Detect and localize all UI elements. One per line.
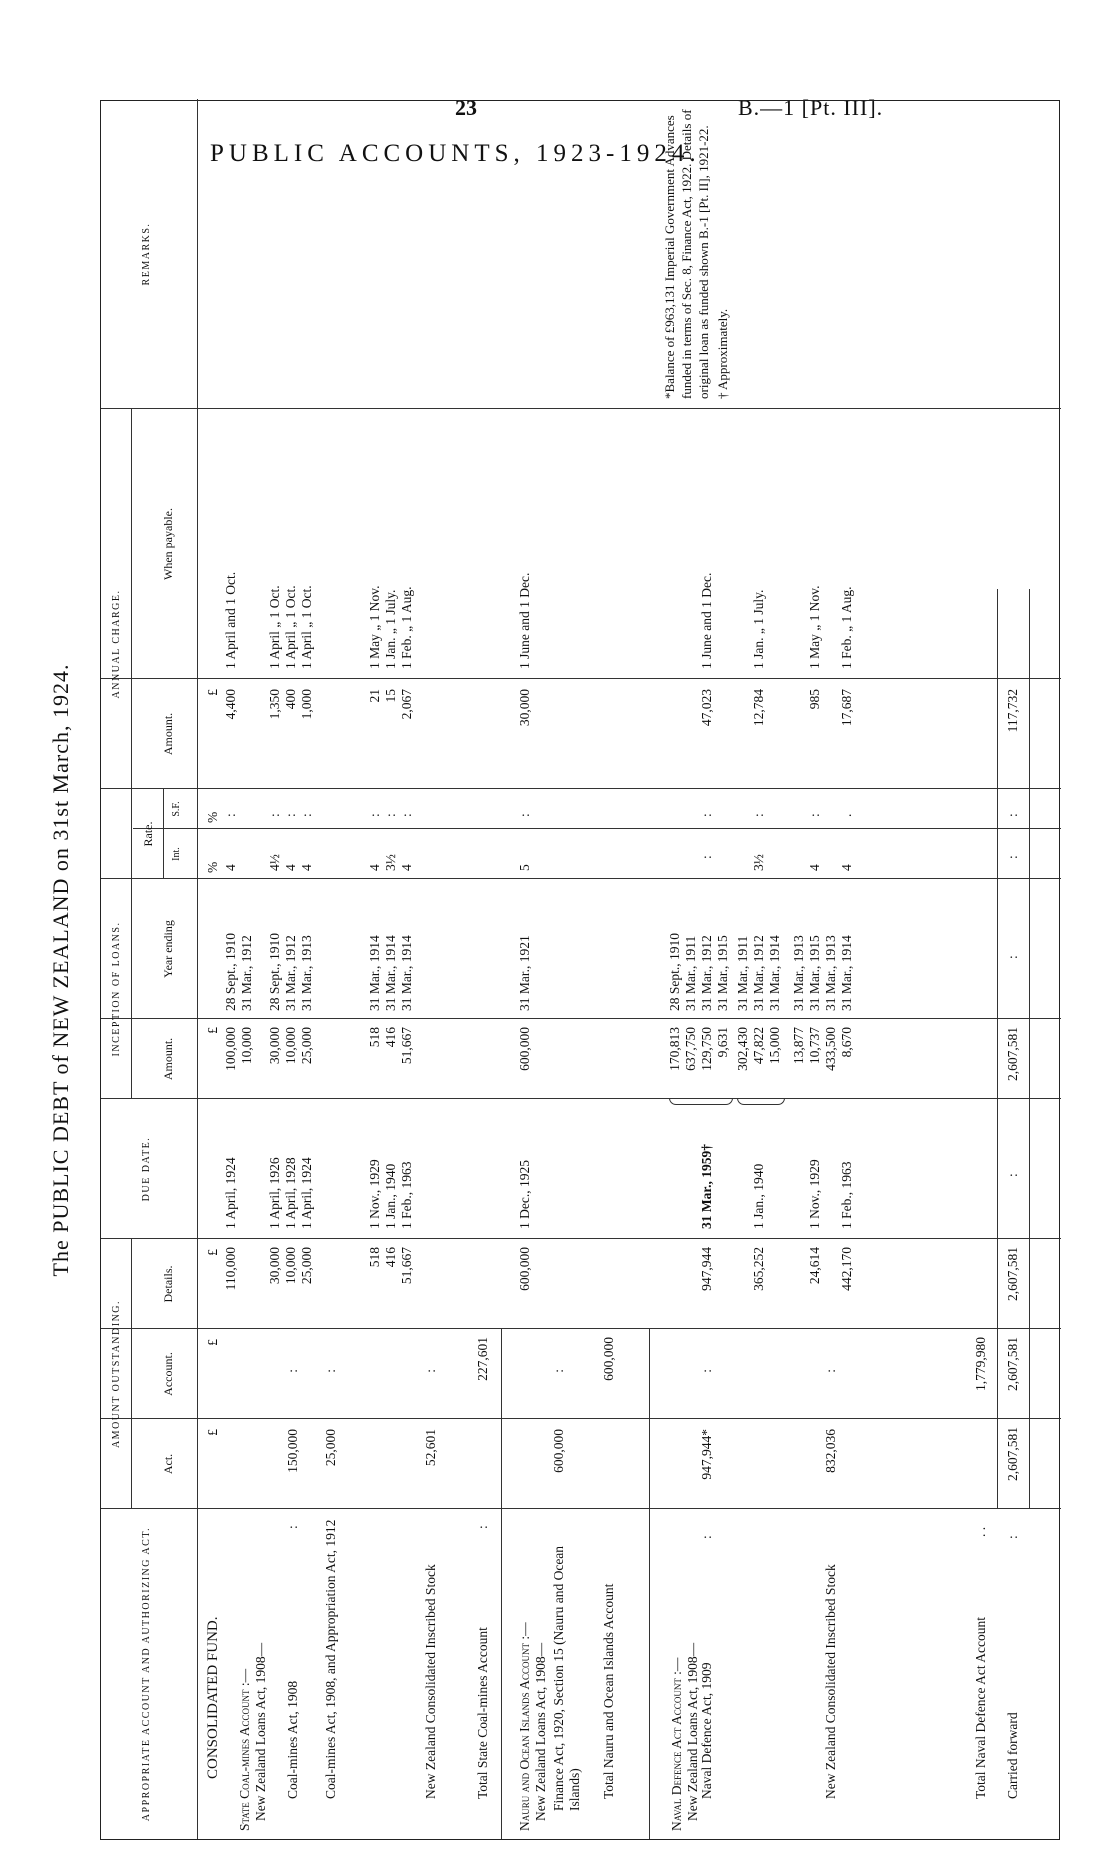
currency-row (205, 99, 225, 1839)
table-row: 302,430 31 Mar., 1911 (735, 935, 750, 1071)
table-row: 365,252 1 Jan., 1940 47,822 31 Mar., 1912 3½ : 12,784 1 Jan. „ 1 July. (751, 589, 766, 1291)
remarks-footnote-approximately: † Approximately. (715, 308, 730, 399)
table-row: Naval Defence Act, 1909 : 947,944* : 947,944 31 Mar., 1959† 129,750 31 Mar., 1912 : : 47,023 1 June and 1 Dec. (699, 572, 714, 1799)
table-row-total: Total State Coal-mines Account : 227,601 (475, 1337, 490, 1799)
header-annual-charge: ANNUAL CHARGE. (111, 589, 122, 699)
header-year-ending: Year ending (161, 920, 175, 978)
table-row-total: Total Nauru and Ocean Islands Account 600,000 (601, 1337, 616, 1799)
header-due-date: DUE DATE. (141, 1136, 152, 1202)
percent-sign: % (205, 811, 220, 823)
header-inception: INCEPTION OF LOANS. (111, 921, 122, 1057)
section-nauru: Nauru and Ocean Islands Account :— (517, 1622, 532, 1831)
section-coal-mines: State Coal-mines Account :— (237, 1668, 252, 1831)
header-rate: Rate. (141, 821, 155, 847)
table-row: 15,000 31 Mar., 1914 (767, 935, 782, 1065)
table-row: 110,000 1 April, 1924 100,000 28 Sept., 1910 4 : 4,400 1 April and 1 Oct. (223, 571, 238, 1291)
page-number: 23 (455, 95, 477, 120)
header-int: Int. (171, 847, 182, 861)
table-row: 30,000 1 April, 1926 30,000 28 Sept., 1910 4½ : 1,350 1 April „ 1 Oct. (267, 585, 282, 1285)
section-coal-mines-sub: New Zealand Loans Act, 1908— (253, 1642, 268, 1821)
table-row: Finance Act, 1920, Section 15 (Nauru and Ocean Islands) 600,000 : (551, 1369, 582, 1811)
pound-sign: £ (205, 1249, 220, 1256)
pound-sign: £ (205, 1027, 220, 1034)
table-row: New Zealand Consolidated Inscribed Stock 832,036 : 433,500 31 Mar., 1913 (823, 935, 838, 1799)
table-row: 9,631 31 Mar., 1915 (715, 935, 730, 1058)
table-row: New Zealand Consolidated Inscribed Stock 52,601 : (423, 1369, 438, 1799)
table-row: 10,000 1 April, 1928 10,000 31 Mar., 1912 4 : 400 1 April „ 1 Oct. (283, 585, 298, 1285)
table-row-carried-forward: Carried forward : 2,607,581 2,607,581 2,607,581 : 2,607,581 : : : 117,732 (1005, 689, 1020, 1799)
header-when-payable: When payable. (161, 508, 175, 580)
header-acct: Account. (161, 1352, 175, 1396)
page-title: PUBLIC ACCOUNTS, 1923-1924. (210, 140, 701, 167)
remarks-footnote-balance: *Balance of £963,131 Imperial Government Advances funded in terms of Sec. 8, Finance Act, 1922. Details of original loan as funded shown B.-1 [Pt. II], 1921-22. (662, 109, 711, 399)
pound-sign: £ (205, 1429, 220, 1436)
table-row: 13,877 31 Mar., 1913 (791, 935, 806, 1065)
header-inception-amount: Amount. (161, 1037, 175, 1081)
table-row: 416 1 Jan., 1940 416 31 Mar., 1914 3½ : 15 1 Jan. „ 1 July. (383, 589, 398, 1268)
section-naval-defence: Naval Defence Act Account :— (669, 1657, 684, 1831)
header-act: Act. (161, 1453, 175, 1475)
pound-sign: £ (205, 689, 220, 696)
public-debt-table (100, 100, 1060, 1840)
table-row: 600,000 1 Dec., 1925 600,000 31 Mar., 1921 5 : 30,000 1 June and 1 Dec. (517, 572, 532, 1291)
table-row: 518 1 Nov., 1929 518 31 Mar., 1914 4 : 21 1 May „ 1 Nov. (367, 585, 382, 1268)
table-title: The PUBLIC DEBT of NEW ZEALAND on 31st March, 1924. (48, 663, 73, 1277)
header-sf: S.F. (171, 801, 182, 817)
table-row: 170,813 28 Sept., 1910 (667, 932, 682, 1071)
pound-sign: £ (205, 1339, 220, 1346)
public-debt-table-panel (48, 100, 1060, 1840)
table-row: Coal-mines Act, 1908, and Appropriation Act, 1912 25,000 : (323, 1369, 338, 1799)
table-row: 51,667 1 Feb., 1963 51,667 31 Mar., 1914 4 : 2,067 1 Feb. „ 1 Aug. (399, 586, 414, 1285)
header-account: APPROPRIATE ACCOUNT AND AUTHORIZING ACT. (141, 1526, 152, 1822)
section-consolidated-fund: CONSOLIDATED FUND. (205, 1616, 221, 1779)
section-nauru-sub: New Zealand Loans Act, 1908— (533, 1642, 548, 1821)
percent-sign: % (205, 861, 220, 873)
remarks-note (661, 109, 731, 399)
table-row: 25,000 1 April, 1924 25,000 31 Mar., 1913 4 : 1,000 1 April „ 1 Oct. (299, 585, 314, 1285)
section-naval-defence-sub: New Zealand Loans Act, 1908— (685, 1642, 700, 1821)
header-outstanding: AMOUNT OUTSTANDING. (111, 1299, 122, 1449)
header-remarks: REMARKS. (141, 222, 152, 286)
table-row: 442,170 1 Feb., 1963 8,670 31 Mar., 1914 4 . 17,687 1 Feb. „ 1 Aug. (839, 586, 854, 1291)
header-details: Details. (161, 1265, 175, 1303)
table-row: 10,000 31 Mar., 1912 (239, 935, 254, 1065)
table-row: 24,614 1 Nov., 1929 10,737 31 Mar., 1915 4 : 985 1 May „ 1 Nov. (807, 585, 822, 1285)
header-annual-amount: Amount. (161, 712, 175, 756)
document-reference: B.—1 [Pt. III]. (738, 95, 884, 120)
table-row: Coal-mines Act, 1908 : 150,000 : (285, 1369, 300, 1799)
table-row-total: Total Naval Defence Act Account . . 1,779,980 (973, 1337, 988, 1799)
table-row: 637,750 31 Mar., 1911 (683, 935, 698, 1071)
